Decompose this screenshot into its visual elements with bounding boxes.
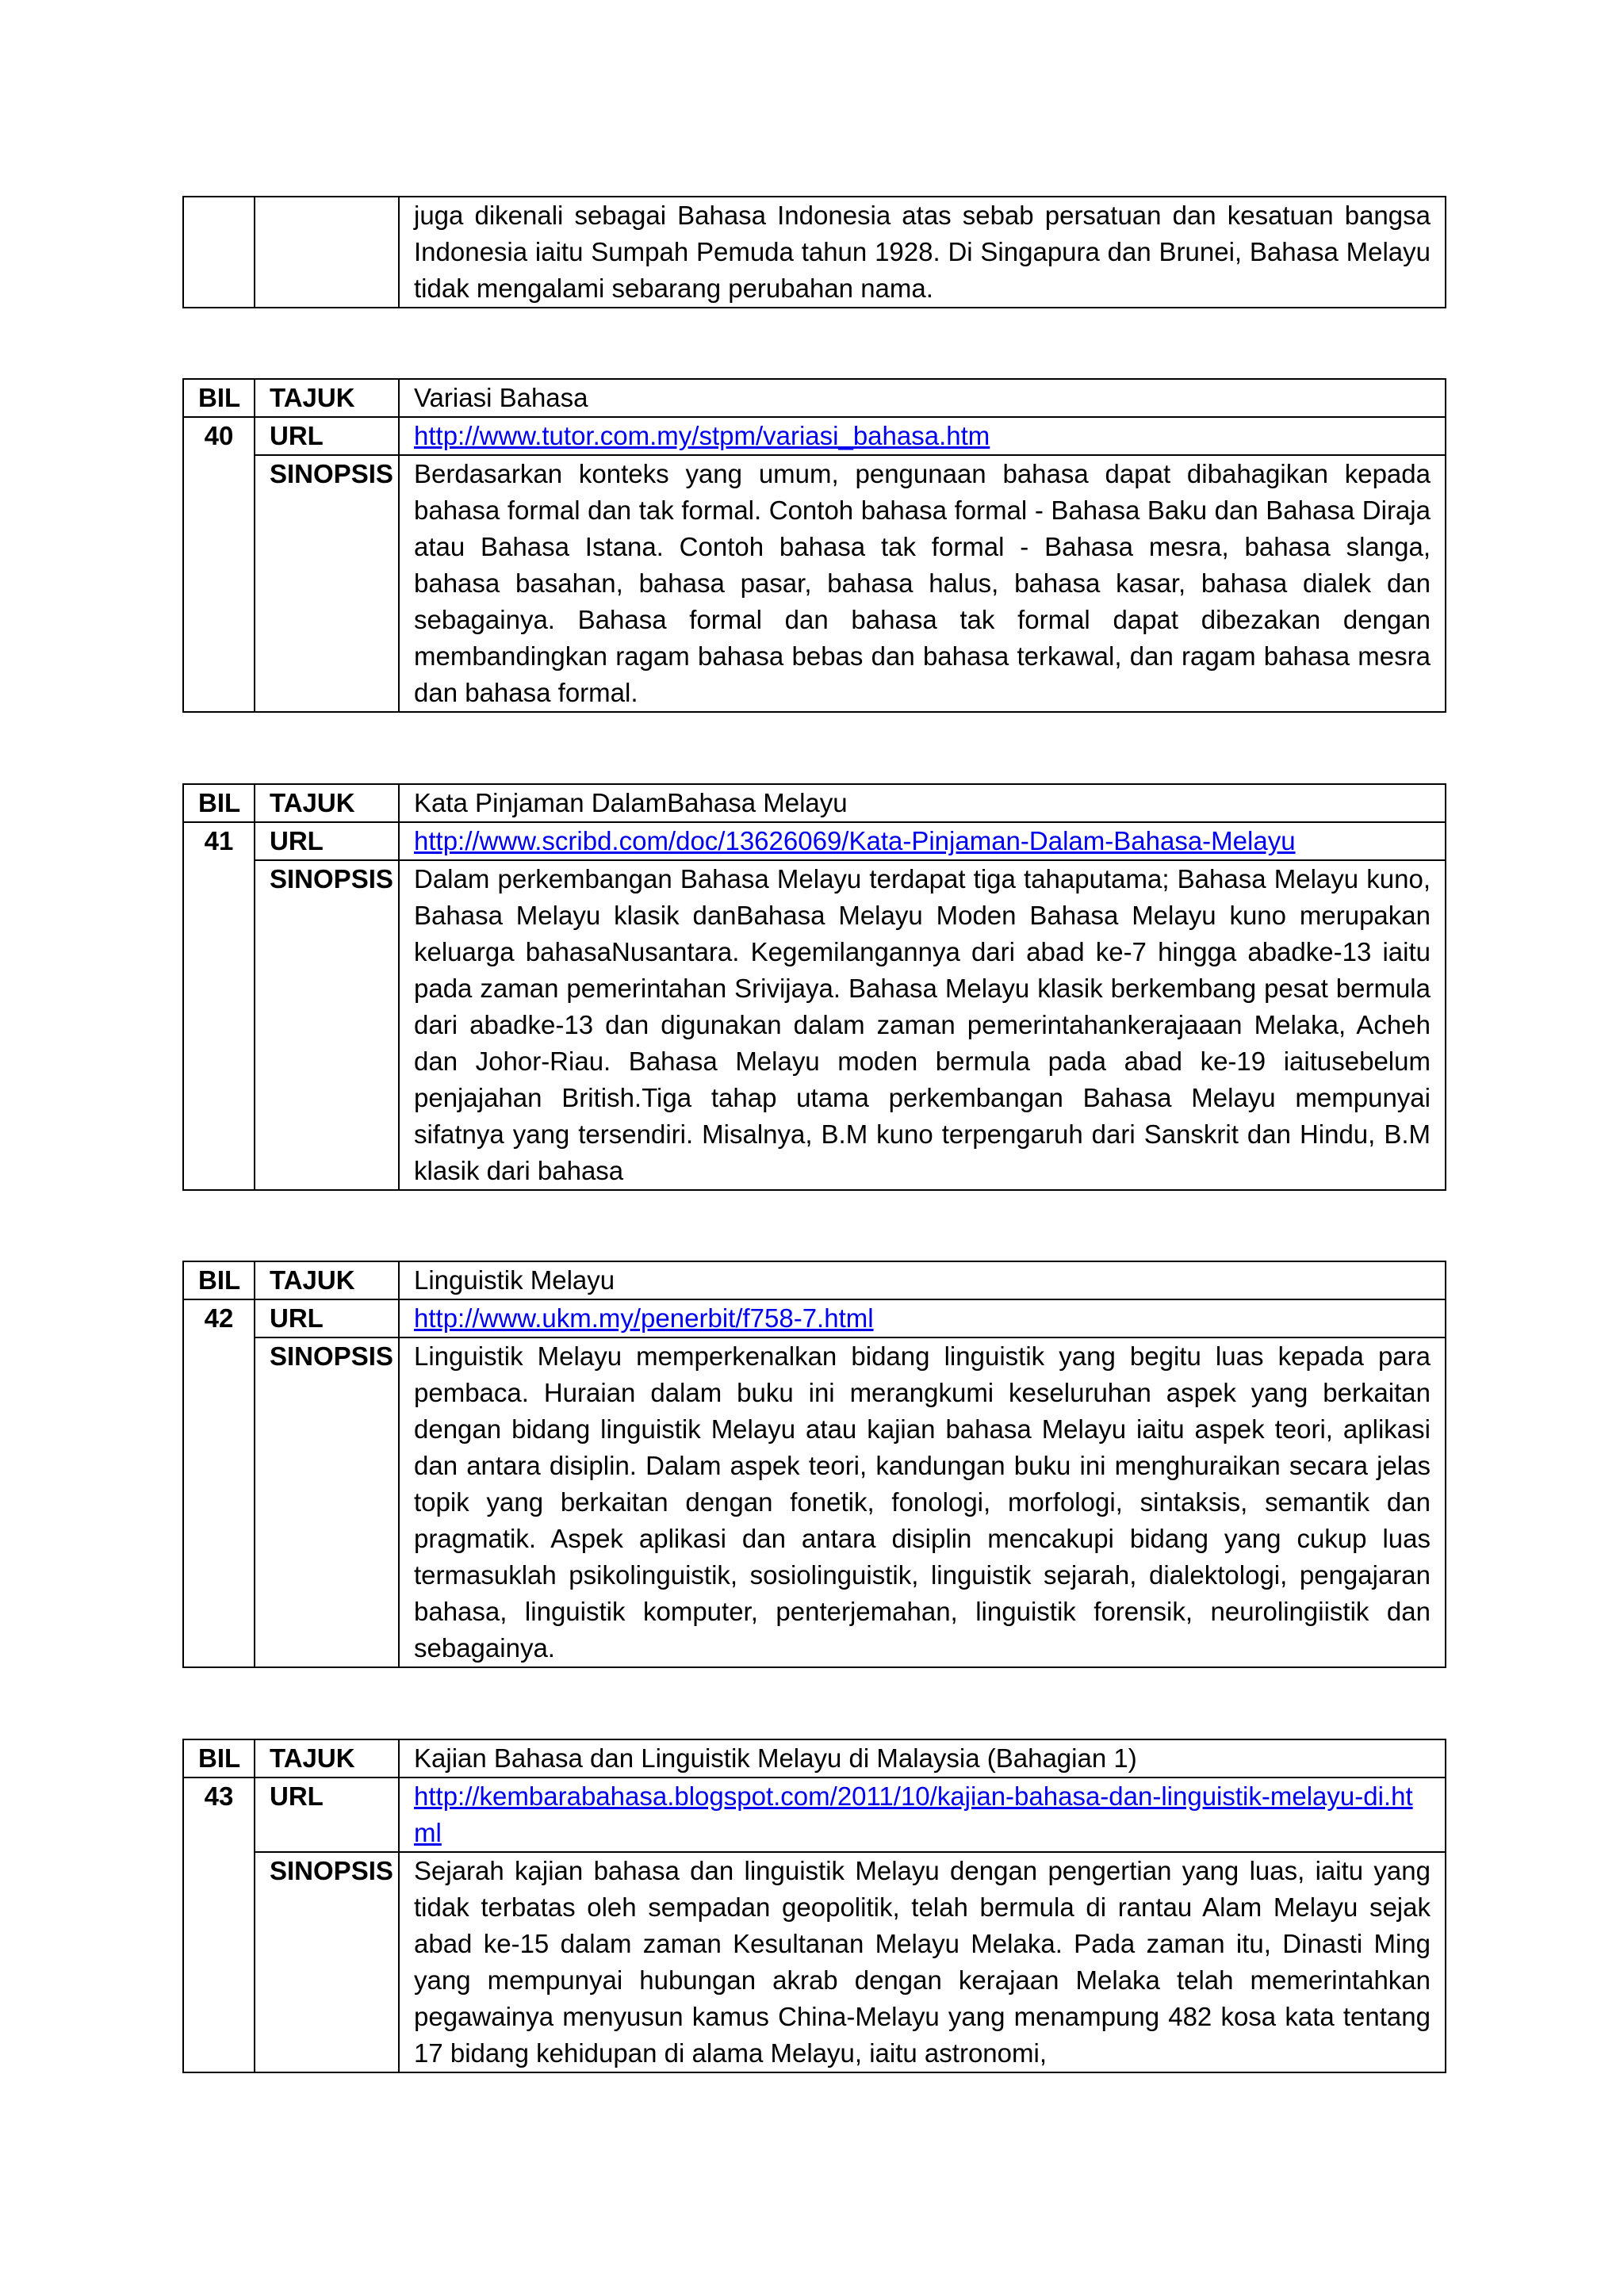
tajuk-header: TAJUK [255,1261,399,1299]
table-row [183,379,1446,417]
entry-url-link[interactable]: http://www.tutor.com.my/stpm/variasi_bahasa.htm [414,421,990,450]
bil-header: BIL [183,1261,255,1299]
table-row [183,1777,1446,1852]
table-row [183,784,1446,822]
entry-title: Variasi Bahasa [399,379,1446,417]
table-row [183,455,1446,712]
entry-title: Linguistik Melayu [399,1261,1446,1299]
entry-synopsis: Linguistik Melayu memperkenalkan bidang linguistik yang begitu luas kepada para pembaca. Huraian dalam buku ini merangkumi keseluruhan aspek yang berkaitan dengan bidang linguistik Melayu atau kajian bahasa Melayu iaitu aspek teori, aplikasi dan antara disiplin. Dalam aspek teori, kandungan buku ini menghuraikan secara jelas topik yang berkaitan dengan fonetik, fonologi, morfologi, sintaksis, semantik dan pragmatik. Aspek aplikasi dan antara disiplin mencakupi bidang yang cukup luas termasuklah psikolinguistik, sosiolinguistik, linguistik sejarah, dialektologi, pengajaran bahasa, linguistik komputer, penterjemahan, linguistik forensik, neurolingiistik dan sebagainya. [399,1337,1446,1667]
entry-url-link[interactable]: http://kembarabahasa.blogspot.com/2011/10/kajian-bahasa-dan-linguistik-melayu-di.html [414,1781,1413,1847]
entry-number: 41 [183,822,255,1190]
table-row [183,860,1446,1190]
entry-url-link[interactable]: http://www.scribd.com/doc/13626069/Kata-Pinjaman-Dalam-Bahasa-Melayu [414,826,1296,855]
url-label: URL [255,417,399,455]
entry-table-43 [182,1739,1446,2073]
table-row [183,417,1446,455]
entry-title: Kajian Bahasa dan Linguistik Melayu di Malaysia (Bahagian 1) [399,1739,1446,1777]
entry-url-link[interactable]: http://www.ukm.my/penerbit/f758-7.html [414,1303,874,1333]
url-label: URL [255,1777,399,1852]
entry-title: Kata Pinjaman DalamBahasa Melayu [399,784,1446,822]
url-label: URL [255,1299,399,1337]
entry-table-41 [182,783,1446,1191]
url-label: URL [255,822,399,860]
tajuk-header: TAJUK [255,1739,399,1777]
entry-table-42 [182,1261,1446,1668]
entry-number: 43 [183,1777,255,2072]
entry-number: 40 [183,417,255,712]
table-row [183,197,1446,308]
sinopsis-label: SINOPSIS [255,455,399,712]
sinopsis-label: SINOPSIS [255,860,399,1190]
bil-cell-empty [183,197,255,308]
table-row [183,1261,1446,1299]
table-row [183,1739,1446,1777]
tajuk-header: TAJUK [255,784,399,822]
entry-number: 42 [183,1299,255,1667]
entry-synopsis: Dalam perkembangan Bahasa Melayu terdapat tiga tahaputama; Bahasa Melayu kuno, Bahasa Melayu klasik danBahasa Melayu Moden Bahasa Melayu kuno merupakan keluarga bahasaNusantara. Kegemilangannya dari abad ke-7 hingga abadke-13 iaitu pada zaman pemerintahan Srivijaya. Bahasa Melayu klasik berkembang pesat bermula dari abadke-13 dan digunakan dalam zaman pemerintahankerajaaan Melaka, Acheh dan Johor-Riau. Bahasa Melayu moden bermula pada abad ke-19 iaitusebelum penjajahan British.Tiga tahap utama perkembangan Bahasa Melayu mempunyai sifatnya yang tersendiri. Misalnya, B.M kuno terpengaruh dari Sanskrit dan Hindu, B.M klasik dari bahasa [399,860,1446,1190]
continued-synopsis: juga dikenali sebagai Bahasa Indonesia atas sebab persatuan dan kesatuan bangsa Indonesia iaitu Sumpah Pemuda tahun 1928. Di Singapura dan Brunei, Bahasa Melayu tidak mengalami sebarang perubahan nama. [399,197,1446,308]
entry-synopsis: Sejarah kajian bahasa dan linguistik Melayu dengan pengertian yang luas, iaitu yang tidak terbatas oleh sempadan geopolitik, telah bermula di rantau Alam Melayu sejak abad ke-15 dalam zaman Kesultanan Melayu Melaka. Pada zaman itu, Dinasti Ming yang mempunyai hubungan akrab dengan kerajaan Melaka telah memerintahkan pegawainya menyusun kamus China-Melayu yang menampung 482 kosa kata tentang 17 bidang kehidupan di alama Melayu, iaitu astronomi, [399,1852,1446,2072]
bil-header: BIL [183,379,255,417]
bil-header: BIL [183,784,255,822]
table-row [183,1337,1446,1667]
tajuk-header: TAJUK [255,379,399,417]
label-cell-empty [255,197,399,308]
table-row [183,1852,1446,2072]
table-row [183,1299,1446,1337]
sinopsis-label: SINOPSIS [255,1852,399,2072]
entry-synopsis: Berdasarkan konteks yang umum, pengunaan bahasa dapat dibahagikan kepada bahasa formal dan tak formal. Contoh bahasa formal - Bahasa Baku dan Bahasa Diraja atau Bahasa Istana. Contoh bahasa tak formal - Bahasa mesra, bahasa slanga, bahasa basahan, bahasa pasar, bahasa halus, bahasa kasar, bahasa dialek dan sebagainya. Bahasa formal dan bahasa tak formal dapat dibezakan dengan membandingkan ragam bahasa bebas dan bahasa terkawal, dan ragam bahasa mesra dan bahasa formal. [399,455,1446,712]
bil-header: BIL [183,1739,255,1777]
continuation-table [182,196,1446,308]
sinopsis-label: SINOPSIS [255,1337,399,1667]
entry-table-40 [182,378,1446,713]
table-row [183,822,1446,860]
